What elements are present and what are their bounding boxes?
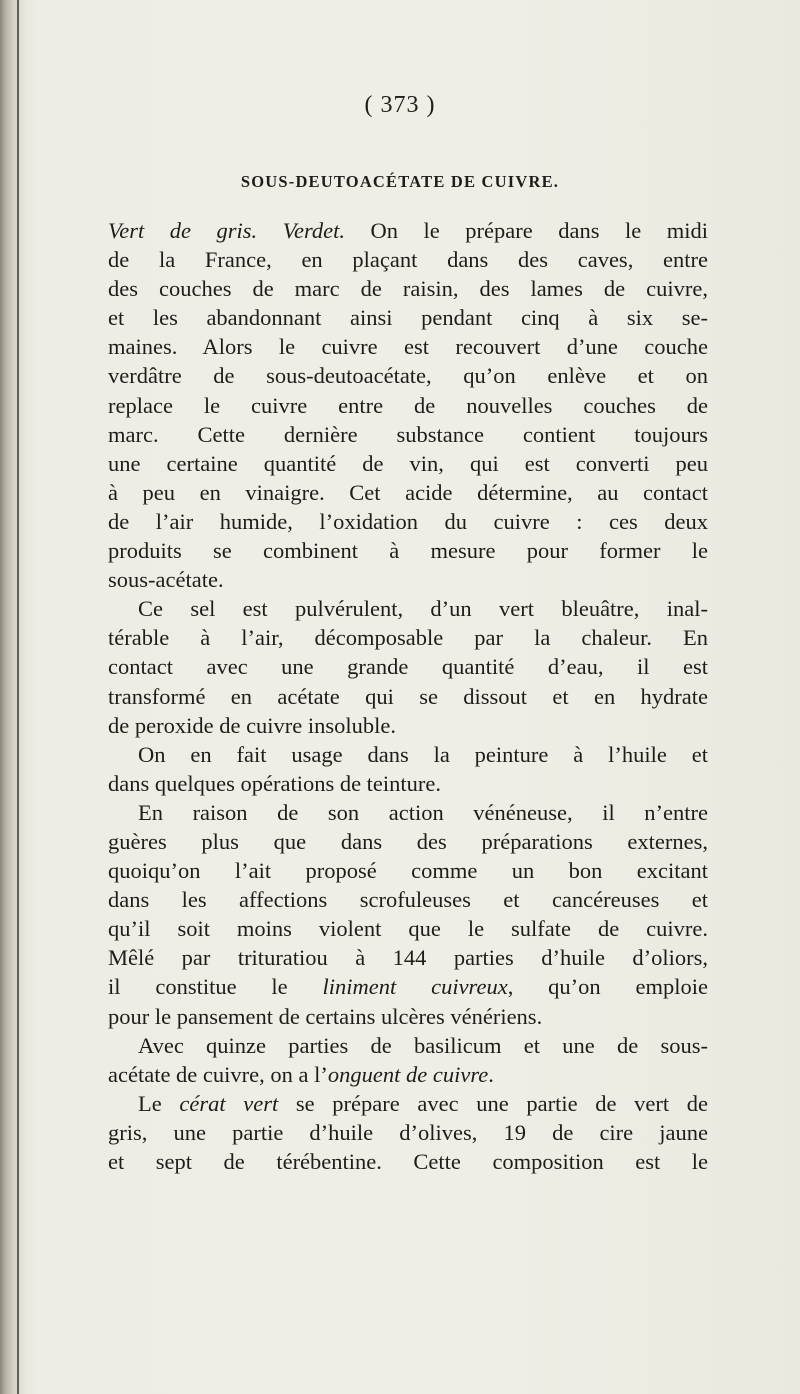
italic-text: liniment cuivreux [322, 974, 508, 1000]
text-line [108, 1089, 708, 1118]
text-run: se prépare avec une partie de vert de [278, 1090, 708, 1116]
text-line [108, 478, 708, 507]
text-run: contact avec une grande quantité d’eau, il est [108, 654, 708, 680]
text-run: produits se combinent à mesure pour former le [108, 538, 708, 564]
text-run: quoiqu’on l’ait proposé comme un bon excitant [108, 858, 708, 884]
text-run: il constitue le [108, 974, 323, 1000]
text-line [108, 391, 708, 420]
text-line [108, 623, 708, 652]
text-run: maines. Alors le cuivre est recouvert d’une couche [108, 334, 708, 360]
text-line [108, 274, 708, 303]
text-line [108, 652, 708, 681]
text-run: à peu en vinaigre. Cet acide détermine, au contact [108, 479, 708, 505]
text-run: acétate de cuivre, on a l’ [108, 1061, 328, 1087]
text-run: En raison de son action vénéneuse, il n’entre [138, 799, 708, 825]
text-run: Le [138, 1090, 180, 1116]
text-line [108, 594, 708, 623]
text-line [108, 303, 708, 332]
text-line [108, 449, 708, 478]
text-line [108, 1118, 708, 1147]
text-line [108, 216, 708, 245]
page-number: ( 373 ) [364, 92, 436, 118]
text-line [108, 507, 708, 536]
text-run [257, 218, 283, 243]
text-run: marc. Cette dernière substance contient toujours [108, 421, 708, 447]
text-line [108, 711, 708, 740]
text-run: térable à l’air, décomposable par la chaleur. En [108, 625, 708, 651]
text-run: replace le cuivre entre de nouvelles couches de [108, 392, 708, 418]
text-line [108, 361, 708, 390]
text-run: des couches de marc de raisin, des lames de cuivre, [108, 276, 708, 302]
text-run: de peroxide de cuivre insoluble. [108, 712, 397, 738]
text-line [108, 682, 708, 711]
text-run: On en fait usage dans la peinture à l’huile et [138, 741, 708, 767]
text-line [108, 943, 708, 972]
text-line [108, 914, 708, 943]
text-run: dans les affections scrofuleuses et cancéreuses et [108, 887, 708, 913]
text-line [108, 332, 708, 361]
text-line [108, 1002, 708, 1031]
text-run: gris, une partie d’huile d’olives, 19 de cire jaune [108, 1119, 708, 1145]
text-line [108, 856, 708, 885]
text-line [108, 740, 708, 769]
text-run: Mêlé par trituratiou à 144 parties d’huile d’oliors, [108, 945, 708, 971]
text-run: de la France, en plaçant dans des caves, entre [108, 247, 708, 273]
text-line [108, 565, 708, 594]
text-line [108, 1060, 708, 1089]
text-run: de l’air humide, l’oxidation du cuivre : ces deux [108, 508, 708, 534]
text-run: Avec quinze parties de basilicum et une de sous- [138, 1032, 708, 1058]
text-line [108, 536, 708, 565]
body-text [108, 216, 708, 1176]
text-run: transformé en acétate qui se dissout et en hydrate [108, 683, 708, 709]
italic-text: Verdet. [282, 218, 345, 243]
text-line [108, 972, 708, 1001]
text-run: guères plus que dans des préparations externes, [108, 828, 708, 854]
text-run: pour le pansement de certains ulcères vénériens. [108, 1003, 543, 1029]
text-line [108, 769, 708, 798]
text-run: verdâtre de sous-deutoacétate, qu’on enlève et on [108, 363, 708, 389]
text-line [108, 827, 708, 856]
text-line [108, 420, 708, 449]
italic-text: cérat vert [179, 1090, 279, 1116]
italic-text: onguent de cuivre [327, 1061, 489, 1087]
text-run: On le prépare dans le midi [344, 218, 708, 243]
text-line [108, 798, 708, 827]
page-edge-line [17, 0, 19, 1394]
text-run: et sept de térébentine. Cette composition est le [108, 1149, 708, 1174]
text-run: qu’il soit moins violent que le sulfate de cuivre. [108, 916, 708, 942]
page-binding-shadow [0, 0, 26, 1394]
text-run: et les abandonnant ainsi pendant cinq à six se- [108, 305, 708, 331]
text-line [108, 1031, 708, 1060]
text-run: une certaine quantité de vin, qui est converti peu [108, 450, 708, 476]
text-run: . [488, 1061, 494, 1087]
text-run: Ce sel est pulvérulent, d’un vert bleuâtre, inal- [138, 596, 708, 622]
text-run: dans quelques opérations de teinture. [108, 770, 442, 796]
italic-text: Vert de gris. [108, 218, 258, 243]
text-run: , qu’on emploie [507, 974, 708, 1000]
text-line [108, 1147, 708, 1176]
text-run: sous-acétate. [108, 567, 224, 593]
text-line [108, 885, 708, 914]
text-line [108, 245, 708, 274]
section-title: SOUS-DEUTOACÉTATE DE CUIVRE. [240, 172, 560, 191]
